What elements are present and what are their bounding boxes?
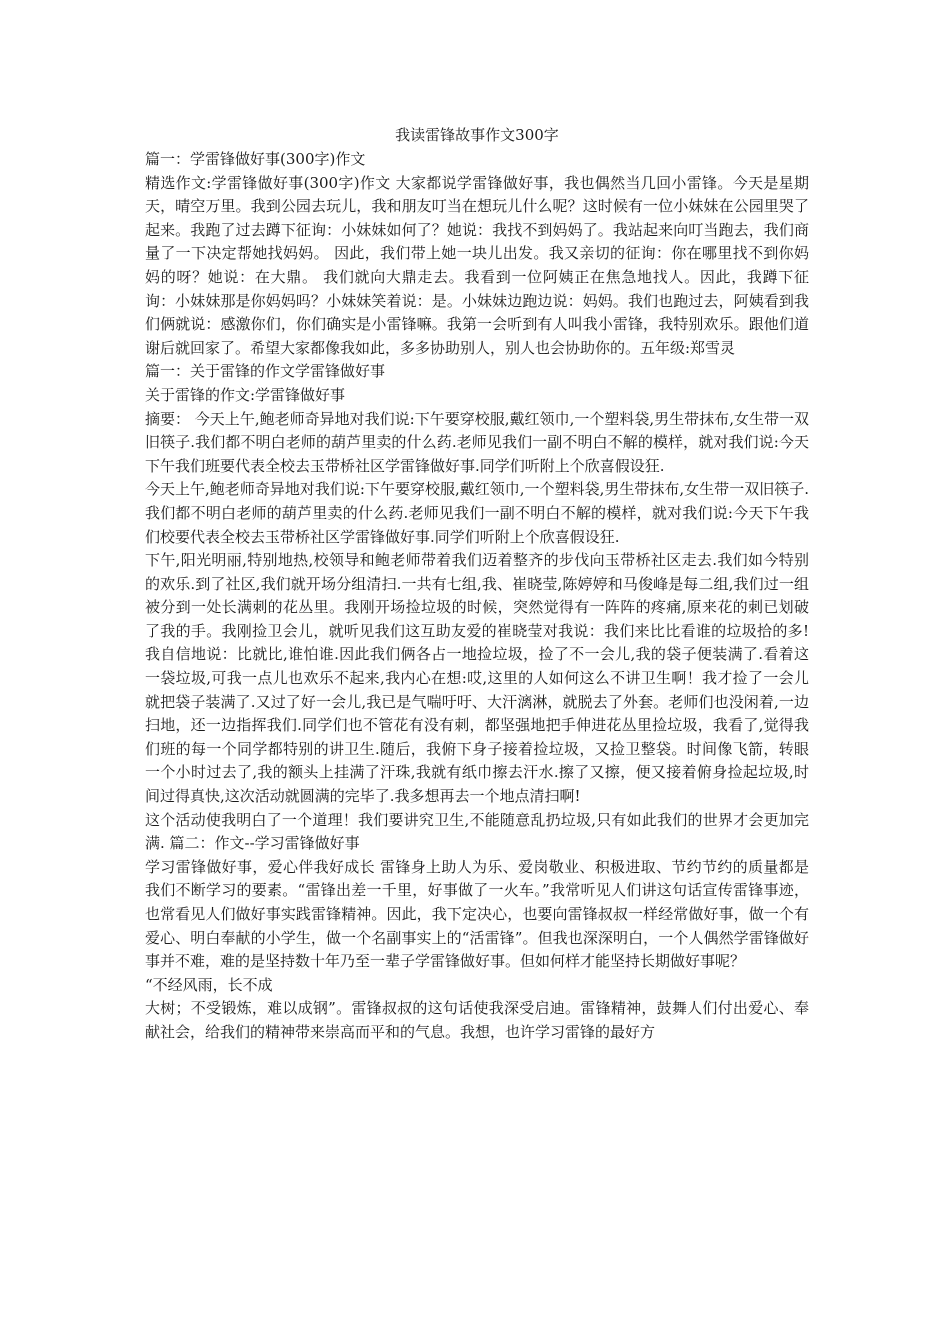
essay-one-body: 精选作文:学雷锋做好事(300字)作文 大家都说学雷锋做好事，我也偶然当几回小雷锋。今天是星期天，晴空万里。我到公园去玩儿，我和朋友叮当在想玩儿什么呢？这时候有一位小妹妹在公园里哭了起来。我跑了过去蹲下征询：小妹妹如何了？她说：我找不到妈妈了。我站起来向叮当跑去，我们商量了一下决定帮她找妈妈。 因此，我们带上她一块儿出发。我又亲切的征询：你在哪里找不到你妈妈的呀？她说：在大鼎。 我们就向大鼎走去。我看到一位阿姨正在焦急地找人。因此，我蹲下征询：小妹妹那是你妈妈吗？小妹妹笑着说：是。小妹妹边跑边说：妈妈。我们也跑过去，阿姨看到我们俩就说：感激你们，你们确实是小雷锋嘛。我第一会听到有人叫我小雷锋，我特别欢乐。跟他们道谢后就回家了。希望大家都像我如此，多多协助别人，别人也会协助你的。五年级:郑雪灵 xyxy=(145,173,809,357)
essay-three-paragraph-1: 学习雷锋做好事，爱心伴我好成长 雷锋身上助人为乐、爱岗敬业、积极进取、节约节约的质量都是我们不断学习的要素。“雷锋出差一千里，好事做了一火车。”我常听见人们讲这句话宣传雷锋事迹，也常看见人们做好事实践雷锋精神。因此，我下定决心，也要向雷锋叔叔一样经常做好事，做一个有爱心、明白奉献的小学生，做一个名副事实上的“活雷锋”。但我也深深明白，一个人偶然学雷锋做好事并不难，难的是坚持数十年乃至一辈子学雷锋做好事。但如何样才能坚持长期做好事呢？ xyxy=(145,857,809,971)
document-title: 我读雷锋故事作文300字 xyxy=(395,126,559,144)
essay-three-paragraph-2: 大树；不受锻炼，难以成钢”。雷锋叔叔的这句话使我深受启迪。雷锋精神，鼓舞人们付出爱心、奉献社会，给我们的精神带来崇高而平和的气息。我想，也许学习雷锋的最好方 xyxy=(145,999,809,1041)
essay-three-quote-start: “不经风雨，长不成 xyxy=(145,975,273,994)
heading-essay-one: 篇一：学雷锋做好事(300字)作文 xyxy=(145,150,366,168)
essay-two-paragraph-2: 下午,阳光明丽,特别地热,校领导和鲍老师带着我们迈着整齐的步伐向玉带桥社区走去.我们如今特别的欢乐.到了社区,我们就开场分组清扫.一共有七组,我、崔晓莹,陈婷婷和马俊峰是每二组,我们过一组被分到一处长满刺的花丛里。我刚开场捡垃圾的时候，突然觉得有一阵阵的疼痛,原来花的刺已划破了我的手。我刚捡卫会儿，就听见我们这互助友爱的崔晓莹对我说：我们来比比看谁的垃圾拾的多!我自信地说：比就比,谁怕谁.因此我们俩各占一地捡垃圾，捡了不一会儿,我的袋子便装满了.看着这一袋垃圾,可我一点儿也欢乐不起来,我内心在想:哎,这里的人如何这么不讲卫生啊！我才捡了一会儿就把袋子装满了.又过了好一会儿,我已是气喘吁吁、大汗漓淋，就脱去了外套。老师们也没闲着,一边扫地，还一边指挥我们.同学们也不管花有没有刺，都坚强地把手伸进花丛里捡垃圾，我看了,觉得我们班的每一个同学都特别的讲卫生.随后，我俯下身子接着捡垃圾，又捡卫整袋。时间像飞箭，转眼一个小时过去了,我的额头上挂满了汗珠,我就有纸巾擦去汗水.擦了又擦，便又接着俯身捡起垃圾,时间过得真快,这次活动就圆满的完毕了.我多想再去一个地点清扫啊! xyxy=(145,551,809,806)
essay-two-conclusion: 这个活动使我明白了一个道理！我们要讲究卫生,不能随意乱扔垃圾,只有如此我们的世界才会更加完满. 篇二：作文--学习雷锋做好事 xyxy=(145,810,809,853)
essay-two-abstract: 摘要： 今天上午,鲍老师奇异地对我们说:下午要穿校服,戴红领巾,一个塑料袋,男生带抹布,女生带一双旧筷子.我们都不明白老师的葫芦里卖的什么药.老师见我们一副不明白不解的模样，就对我们说:今天下午我们班要代表全校去玉带桥社区学雷锋做好事.同学们听附上个欣喜假设狂. xyxy=(145,409,809,475)
heading-essay-two: 篇一：关于雷锋的作文学雷锋做好事 xyxy=(145,362,386,381)
essay-two-subtitle: 关于雷锋的作文:学雷锋做好事 xyxy=(145,385,346,404)
essay-two-paragraph-1: 今天上午,鲍老师奇异地对我们说:下午要穿校服,戴红领巾,一个塑料袋,男生带抹布,女生带一双旧筷子.我们都不明白老师的葫芦里卖的什么药.老师见我们一副不明白不解的模样，就对我们说:今天下午我们校要代表全校去玉带桥社区学雷锋做好事.同学们听附上个欣喜假设狂. xyxy=(145,480,809,546)
document-page xyxy=(145,124,809,1045)
